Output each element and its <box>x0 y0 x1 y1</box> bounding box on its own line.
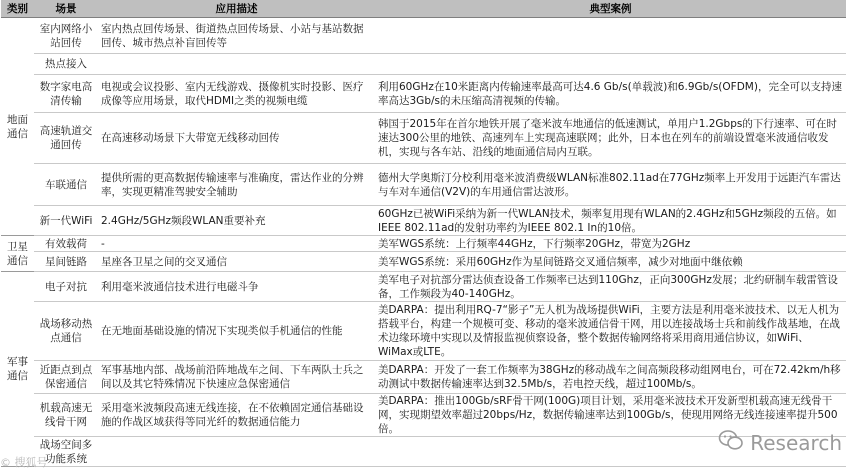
case-cell: 美DARPA：开发了一套工作频率为38GHz的移动战车之间高频段移动组网电台，可在72.42km/h移动测试中数据传输速率达到32.5Mb/s，若电控天线，超过100Mb/s。 <box>375 361 846 394</box>
table-row <box>1 164 846 206</box>
header-case: 典型案例 <box>375 0 846 18</box>
desc-cell: 采用毫米波频段高速无线连接，在不依赖固定通信基础设施的作战区域获得等同光纤的数据通信能力 <box>98 394 375 437</box>
scene-cell: 机载高速无线骨干网 <box>34 394 98 437</box>
scene-cell: 数字家电高清传输 <box>34 75 98 113</box>
header-description: 应用描述 <box>98 0 375 18</box>
table-row <box>1 272 846 302</box>
desc-cell <box>98 54 375 75</box>
table-row <box>1 113 846 164</box>
case-cell <box>375 18 846 54</box>
case-cell: 美军WGS系统：上行频率44GHz，下行频率20GHz，带宽为2GHz <box>375 236 846 252</box>
case-cell: 韩国于2015年在首尔地铁开展了毫米波车地通信的低速测试，单用户1.2Gbps的下行速率、可在时速达300公里的地铁、高速列车上实现高速联网；此外，日本也在列车的前端设置毫米波通信收发机，实现与各车站、沿线的地面通信局内互联。 <box>375 113 846 164</box>
watermark-source: © 搜狐号 <box>0 456 48 469</box>
desc-cell: 星座各卫星之间的交叉通信 <box>98 252 375 272</box>
scene-cell: 新一代WiFi <box>34 206 98 236</box>
millimeter-wave-application-table <box>1 0 846 467</box>
scene-cell: 近距点到点保密通信 <box>34 361 98 394</box>
table-row <box>1 252 846 272</box>
desc-cell: - <box>98 236 375 252</box>
case-cell: 60GHz已被WiFi采纳为新一代WLAN技术，频率复用现有WLAN的2.4GHz和5GHz频段的五倍。如IEEE 802.11ad的发射功率约为IEEE 802.1 In的10倍。 <box>375 206 846 236</box>
scene-cell: 高速轨道交通回传 <box>34 113 98 164</box>
table-row <box>1 236 846 252</box>
desc-cell: 室内热点回传场景、街道热点回传场景、小站与基站数据回传、城市热点补盲回传等 <box>98 18 375 54</box>
watermark-brand-text: Research <box>750 430 842 455</box>
case-cell: 美DARPA：提出利用RQ-7“影子”无人机为战场提供WiFi，主要方法是利用毫米波技术、以无人机为搭载平台，构建一个规模可变、移动的毫米波通信骨干网，用以连接战场士兵和前线作战基地，在战术边缘环境中实现以及情报监视侦察设备，整个数据传输网络将采用商用通信协议，如WiFi、WiMax或LTE。 <box>375 302 846 361</box>
desc-cell: 提供所需的更高数据传输速率与准确度，雷达作业的分辨率，实现更精准驾驶安全辅助 <box>98 164 375 206</box>
header-category: 类别 <box>1 0 34 18</box>
case-cell: 利用60GHz在10米距离内传输速率最高可达4.6 Gb/s(单载波)和6.9Gb/s(OFDM)，完全可以支持速率高达3Gb/s的未压缩高清视频的传输。 <box>375 75 846 113</box>
case-cell: 美DARPA：推出100Gb/sRF骨干网(100G)项目计划，采用毫米波技术开发新型机载高速无线骨干网，实现期望效率超过20bps/Hz，数据传输速率达到100Gb/s，使现用网络无线连接速率提升500倍。 <box>375 394 846 437</box>
watermark-brand <box>718 429 842 456</box>
case-cell: 德州大学奥斯汀分校利用毫米波消费级WLAN标准802.11ad在77GHz频率上开发用于远距汽车雷达与车对车通信(V2V)的车用通信雷达波形。 <box>375 164 846 206</box>
scene-cell: 有效载荷 <box>34 236 98 252</box>
desc-cell: 在高速移动场景下大带宽无线移动回传 <box>98 113 375 164</box>
desc-cell: 军事基地内部、战场前沿阵地战车之间、下车两队士兵之间以及其它特殊情况下快速应急保密通信 <box>98 361 375 394</box>
category-ground: 地面通信 <box>1 18 34 236</box>
category-satellite: 卫星通信 <box>1 236 34 272</box>
table-row <box>1 75 846 113</box>
table-header-row <box>1 0 846 18</box>
desc-cell: 2.4GHz/5GHz频段WLAN重要补充 <box>98 206 375 236</box>
wechat-icon <box>718 429 744 456</box>
scene-cell: 热点接入 <box>34 54 98 75</box>
table-row <box>1 18 846 54</box>
scene-cell: 战场空间多功能系统 <box>34 437 98 467</box>
scene-cell: 室内网络小站回传 <box>34 18 98 54</box>
header-scene: 场景 <box>34 0 98 18</box>
desc-cell: 在无地面基础设施的情况下实现类似手机通信的性能 <box>98 302 375 361</box>
scene-cell: 战场移动热点通信 <box>34 302 98 361</box>
desc-cell: 电视或会议投影、室内无线游戏、摄像机实时投影、医疗成像等应用场景，取代HDMI之类的视频电缆 <box>98 75 375 113</box>
table-row <box>1 54 846 75</box>
case-cell <box>375 54 846 75</box>
table-row <box>1 206 846 236</box>
scene-cell: 电子对抗 <box>34 272 98 302</box>
category-military: 军事通信 <box>1 272 34 467</box>
scene-cell: 车联通信 <box>34 164 98 206</box>
case-cell: 美军WGS系统：采用60GHz作为星间链路交叉通信频率，减少对地面中继依赖 <box>375 252 846 272</box>
table-row <box>1 302 846 361</box>
desc-cell: 利用毫米波通信技术进行电磁斗争 <box>98 272 375 302</box>
desc-cell <box>98 437 375 467</box>
table-row <box>1 361 846 394</box>
scene-cell: 星间链路 <box>34 252 98 272</box>
case-cell: 美军电子对抗部分雷达侦查设备工作频率已达到110Ghz，正向300GHz发展；北约研制车载雷管设备，工作频段为40-140GHz。 <box>375 272 846 302</box>
